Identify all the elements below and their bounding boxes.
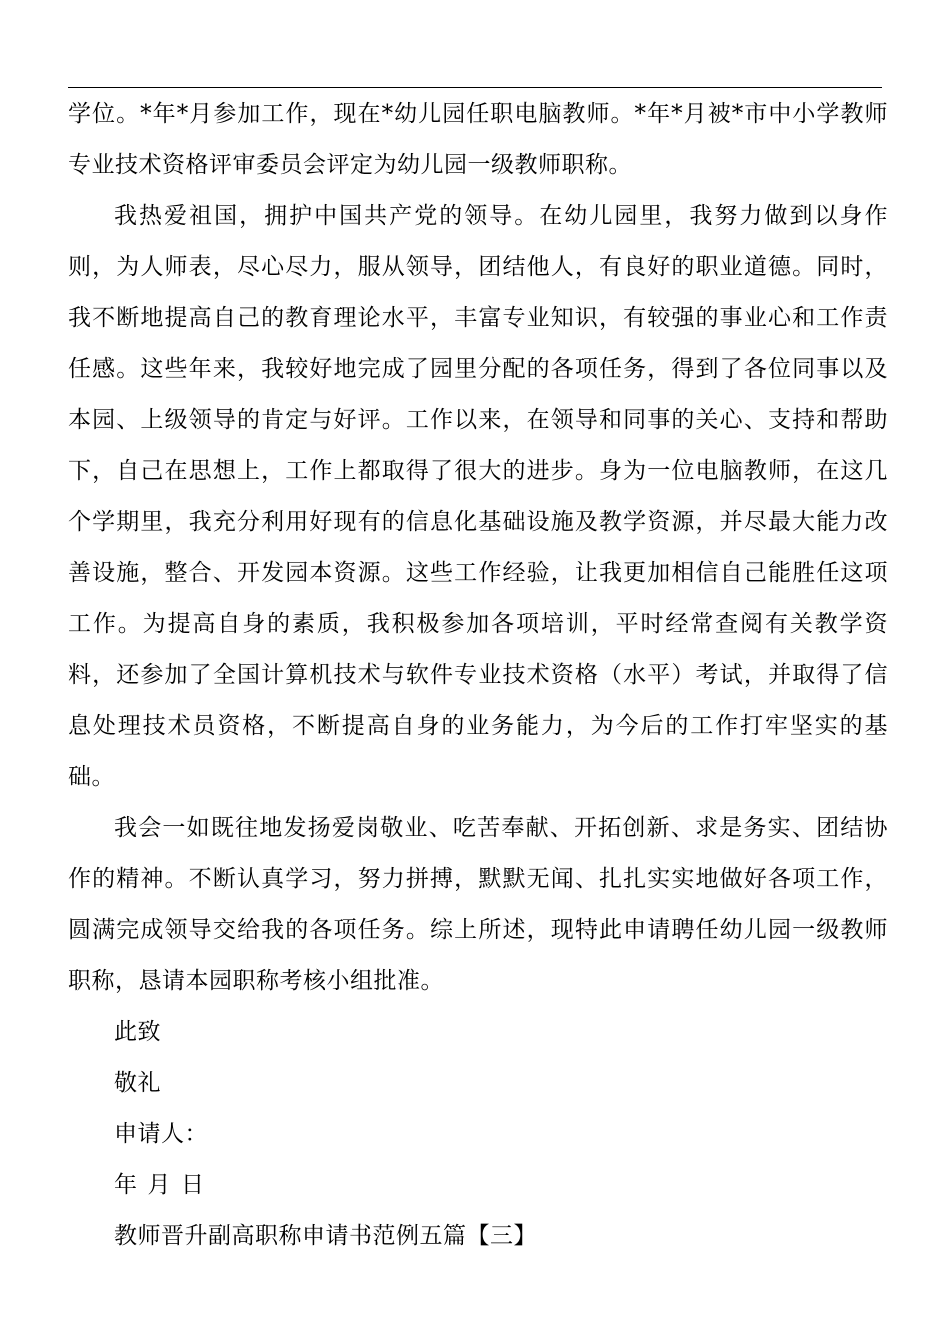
next-section-heading: 教师晋升副高职称申请书范例五篇【三】 (114, 1223, 537, 1249)
paragraph-application-request: 我会一如既往地发扬爱岗敬业、吃苦奉献、开拓创新、求是务实、团结协作的精神。不断认真学习，努力拼搏，默默无闻、扎扎实实地做好各项工作，圆满完成领导交给我的各项任务。综上所述，现特此申请聘任幼儿园一级教师职称，恳请本园职称考核小组批准。 (68, 815, 888, 994)
document-body (68, 89, 888, 1262)
paragraph-work-performance: 我热爱祖国，拥护中国共产党的领导。在幼儿园里，我努力做到以身作则，为人师表，尽心尽力，服从领导，团结他人，有良好的职业道德。同时，我不断地提高自己的教育理论水平，丰富专业知识，有较强的事业心和工作责任感。这些年来，我较好地完成了园里分配的各项任务，得到了各位同事以及本园、上级领导的肯定与好评。工作以来，在领导和同事的关心、支持和帮助下，自己在思想上，工作上都取得了很大的进步。身为一位电脑教师，在这几个学期里，我充分利用好现有的信息化基础设施及教学资源，并尽最大能力改善设施，整合、开发园本资源。这些工作经验，让我更加相信自己能胜任这项工作。为提高自身的素质，我积极参加各项培训，平时经常查阅有关教学资料，还参加了全国计算机技术与软件专业技术资格（水平）考试，并取得了信息处理技术员资格，不断提高自身的业务能力，为今后的工作打牢坚实的基础。 (68, 203, 888, 790)
date-year: 年 (114, 1172, 138, 1198)
applicant-signature-line: 申请人： (114, 1121, 208, 1147)
date-month: 月 (147, 1172, 171, 1198)
closing-salutation: 此致 (114, 1019, 161, 1045)
date-line (68, 1160, 888, 1211)
closing-respect: 敬礼 (114, 1070, 161, 1096)
date-day: 日 (181, 1172, 205, 1198)
paragraph-continuation: 学位。*年*月参加工作，现在*幼儿园任职电脑教师。*年*月被*市中小学教师专业技术资格评审委员会评定为幼儿园一级教师职称。 (68, 101, 888, 178)
header-divider (68, 87, 882, 88)
